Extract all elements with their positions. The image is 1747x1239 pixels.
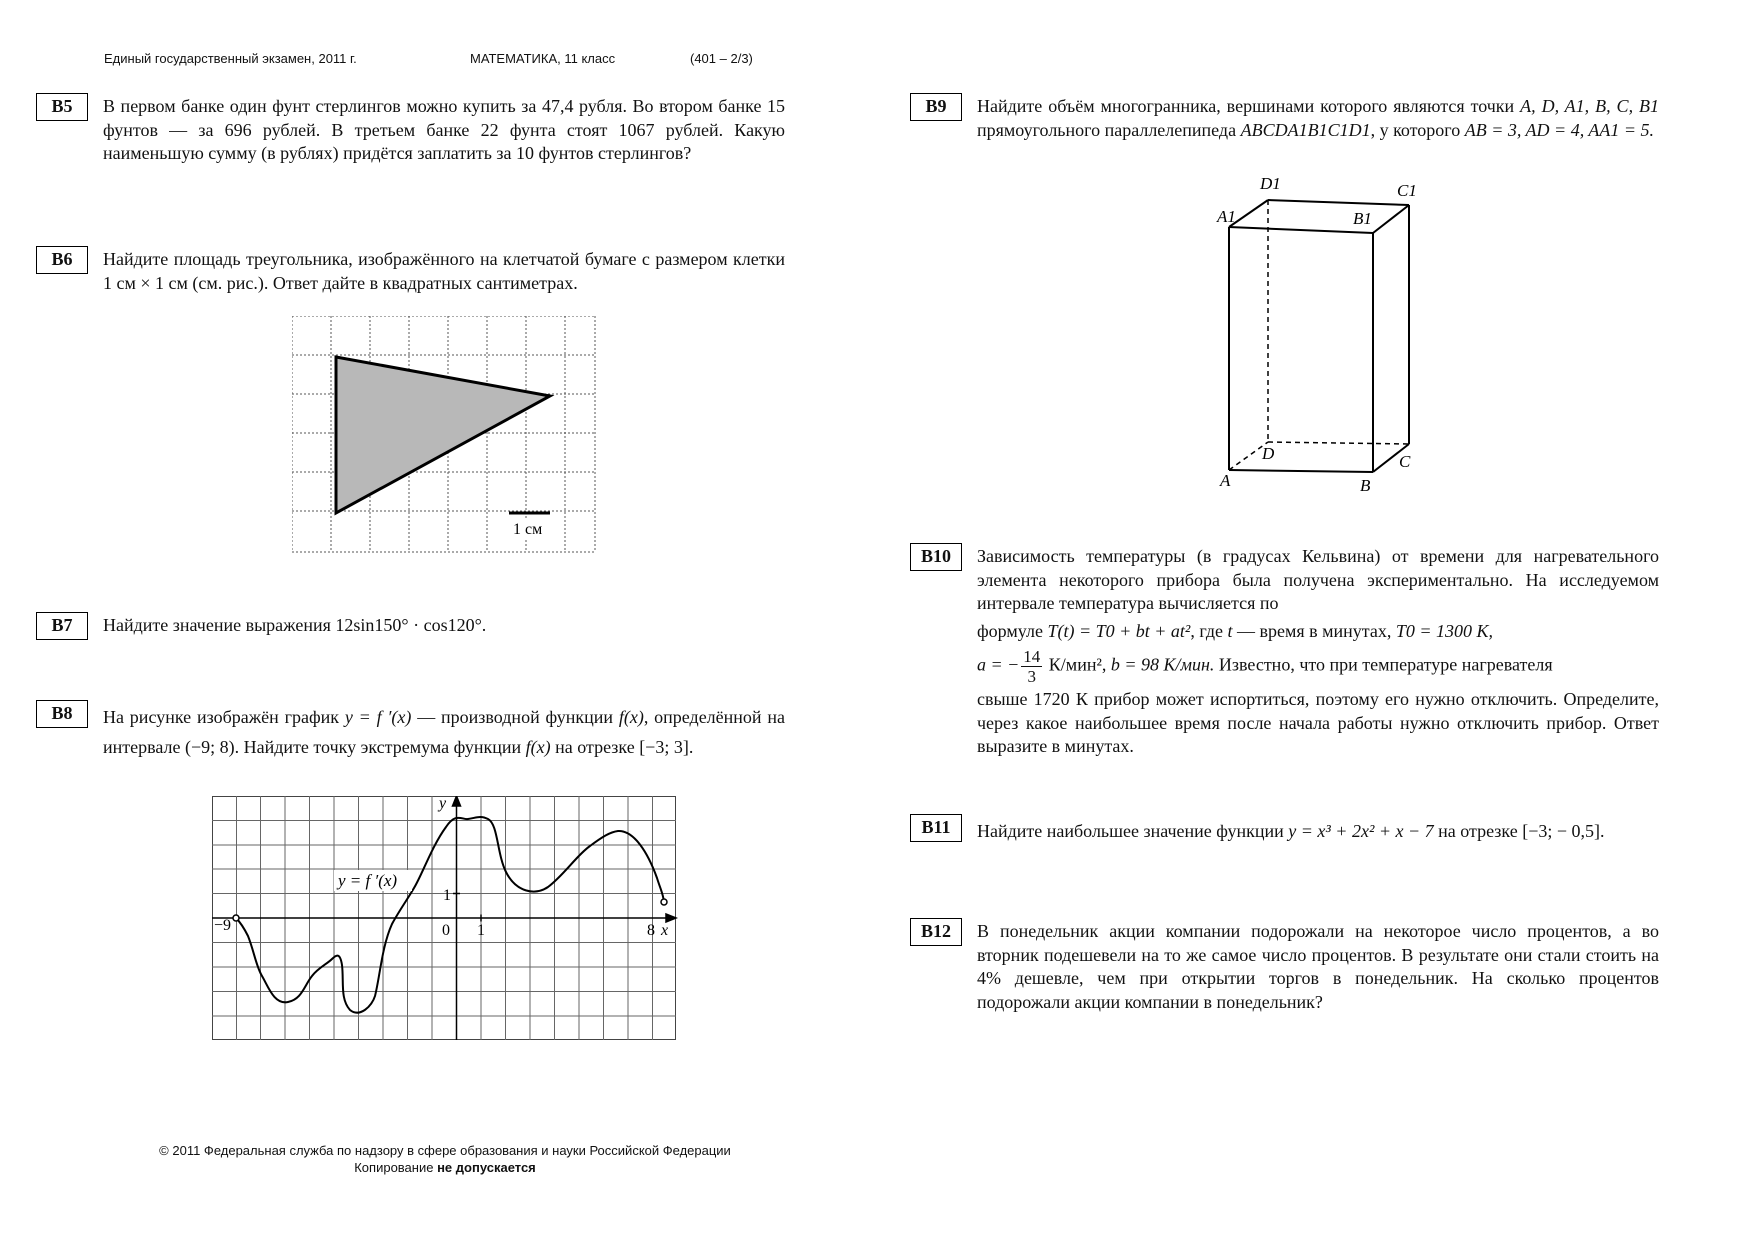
vertex-c1: C1 [1397,181,1417,200]
problem-label-b7: B7 [36,612,88,640]
vertex-d1: D1 [1260,174,1281,193]
footer-copyright: © 2011 Федеральная служба по надзору в сфере образования и науки Российской Федерации [159,1143,731,1158]
header-subject: МАТЕМАТИКА, 11 класс [470,51,616,66]
problem-text-b5: В первом банке один фунт стерлингов можно купить за 47,4 рубля. Во втором банке 15 фунтов — за 696 рублей. В третьем банке 22 фунта стоят 1067 рублей. Какую наименьшую сумму (в рублях) придётся заплатить за 10 фунтов стерлингов? [103,96,785,163]
y-axis-label: y [439,796,447,812]
problem-text-b6: Найдите площадь треугольника, изображённого на клетчатой бумаге с размером клетки 1 см × 1 см (см. рис.). Ответ дайте в квадратных сантиметрах. [103,249,785,293]
header-exam: Единый государственный экзамен, 2011 г. [104,51,357,66]
footer [100,1142,790,1176]
triangle-shape [336,357,550,513]
problem-text-b11: Найдите наибольшее значение функции y = x³ + 2x² + x − 7 на отрезке [−3; − 0,5]. [977,821,1605,841]
x-end-label: 8 [647,922,655,939]
fraction-14-3: $\frac{14}{3}$ [1023,647,1041,686]
footer-copy-notice: Копирование не допускается [354,1160,536,1175]
problem-label-b11: B11 [910,814,962,842]
problem-text-b10: Зависимость температуры (в градусах Кельвина) от времени для нагревательного элемента некоторого прибора была получена экспериментально. На исследуемом интервале температура вычисляется по формуле T(t) = T0 + bt + at², где t — время в минутах, T0 = 1300 К, a = − $\frac{14}{3}$ К/мин², b = 98 К/мин. Известно, что при температуре нагревателя свыше 1720 К прибор может испортиться, поэтому его нужно отключить. Определите, через какое наибольшее время после начала работы нужно отключить прибор. Ответ выразите в минутах. [977,546,1659,756]
y-tick-one: 1 [443,887,451,904]
vertex-b1: B1 [1353,209,1372,228]
vertex-a: A [1220,471,1231,490]
triangle-figure [292,316,598,556]
problem-text-b12: В понедельник акции компании подорожали на некоторое число процентов, а во вторник подешевели на то же самое число процентов. В результате они стали стоить на 4% дешевле, чем при открытии торгов в понедельник. На сколько процентов подорожали акции компании в понедельник? [977,921,1659,1012]
vertex-c: C [1399,452,1411,471]
derivative-graph [212,796,678,1042]
open-endpoint-right [661,899,667,905]
derivative-curve [236,817,664,1013]
vertex-b: B [1360,476,1371,495]
problem-label-b12: B12 [910,918,962,946]
expression: 12sin150° · cos120° [335,615,482,635]
curve-label: y = f ′(x) [338,871,398,890]
open-endpoint-left [233,915,239,921]
vertex-a1: A1 [1217,207,1236,226]
problem-text-b8: На рисунке изображён график y = f ′(x) — производной функции f(x), определённой на интервале (−9; 8). Найдите точку экстремума функции f(x) на отрезке [−3; 3]. [103,707,785,757]
problem-label-b10: B10 [910,543,962,571]
problem-text-b9: Найдите объём многогранника, вершинами которого являются точки A, D, A1, B, C, B1 прямоугольного параллелепипеда ABCDA1B1C1D1, у которого AB = 3, AD = 4, AA1 = 5. [977,96,1660,140]
x-axis-label: x [661,922,669,939]
origin-label: 0 [442,922,450,939]
problem-text-b7: Найдите значение выражения 12sin150° · cos120°. [103,615,487,635]
parallelepiped-figure [1200,172,1440,502]
vertex-d: D [1262,444,1275,463]
x-start-label: −9 [214,917,232,934]
header-variant: (401 – 2/3) [690,51,753,66]
x-tick-one: 1 [477,922,485,939]
problem-label-b8: B8 [36,700,88,728]
problem-label-b6: B6 [36,246,88,274]
problem-label-b9: B9 [910,93,962,121]
scale-label: 1 см [513,521,543,538]
problem-label-b5: B5 [36,93,88,121]
